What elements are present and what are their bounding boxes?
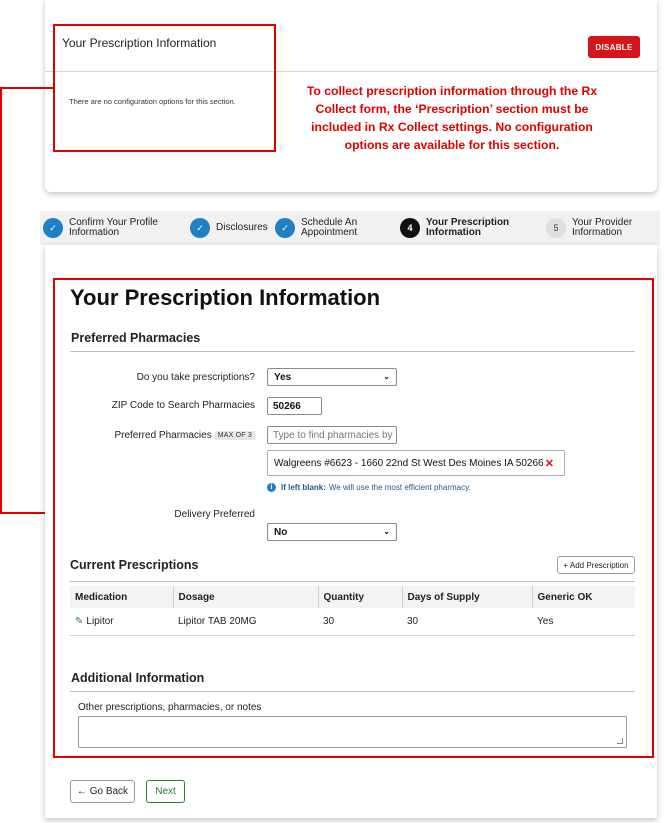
days-supply-cell: 30 — [402, 608, 532, 635]
medication-cell — [70, 608, 173, 635]
check-icon: ✓ — [190, 218, 210, 238]
go-back-button[interactable]: ← Go Back — [70, 780, 135, 803]
step-label: Your Provider — [572, 216, 633, 228]
zip-code-input[interactable]: 50266 — [267, 397, 322, 415]
check-icon: ✓ — [275, 218, 295, 238]
quantity-cell: 30 — [318, 608, 402, 635]
column-header: Dosage — [173, 586, 318, 608]
step-confirm-profile[interactable] — [43, 211, 158, 245]
resize-grip-icon[interactable] — [617, 738, 625, 746]
step-label: Your Prescription — [426, 216, 510, 228]
medication-name: Lipitor — [86, 615, 114, 627]
delivery-preferred-select[interactable] — [267, 523, 397, 541]
column-header: Medication — [70, 586, 173, 608]
delivery-preferred-label: Delivery Preferred — [174, 509, 255, 520]
take-prescriptions-select[interactable] — [267, 368, 397, 386]
step-label: Schedule An — [301, 216, 358, 228]
take-prescriptions-label: Do you take prescriptions? — [136, 372, 255, 383]
current-prescriptions-heading: Current Prescriptions — [70, 558, 199, 572]
step-label: Confirm Your Profile — [69, 216, 158, 228]
hint-text: We will use the most efficient pharmacy. — [328, 483, 471, 492]
selected-pharmacy-chip — [267, 450, 565, 476]
connector-line-top — [0, 87, 54, 89]
selected-pharmacy-text: Walgreens #6623 - 1660 22nd St West Des Moines IA 50266 — [274, 457, 544, 469]
table-row — [70, 608, 635, 635]
select-value: Yes — [274, 371, 292, 383]
step-label: Appointment — [301, 227, 358, 238]
column-header: Days of Supply — [402, 586, 532, 608]
step-label: Information — [69, 227, 120, 238]
step-number: 5 — [546, 218, 566, 238]
step-provider-information[interactable] — [546, 211, 632, 245]
step-prescription-information[interactable] — [400, 211, 509, 245]
page-title: Your Prescription Information — [70, 285, 381, 310]
step-label: Information — [572, 227, 623, 238]
config-card-title: Your Prescription Information — [62, 36, 217, 50]
max-badge: MAX OF 3 — [215, 431, 255, 440]
check-icon: ✓ — [43, 218, 63, 238]
step-schedule-appointment[interactable] — [275, 211, 357, 245]
select-value: No — [274, 526, 288, 538]
hint-bold: If left blank: — [281, 483, 326, 492]
notes-textarea[interactable] — [78, 716, 627, 748]
pharmacy-hint — [267, 483, 471, 492]
highlight-box-config — [53, 24, 276, 152]
annotation-note: To collect prescription information through the Rx Collect form, the ‘Prescription’ section must be included in Rx Collect settings. No configuration options are available for this section. — [306, 84, 598, 152]
divider — [70, 351, 635, 352]
preferred-pharmacies-label-text: Preferred Pharmacies — [114, 430, 212, 441]
zip-code-label: ZIP Code to Search Pharmacies — [111, 400, 255, 411]
step-disclosures[interactable] — [190, 211, 268, 245]
next-button[interactable]: Next — [146, 780, 185, 803]
progress-stepper — [40, 211, 660, 245]
disable-button[interactable]: DISABLE — [588, 36, 640, 58]
dosage-cell: Lipitor TAB 20MG — [173, 608, 318, 635]
info-icon: i — [267, 483, 276, 492]
edit-pencil-icon[interactable]: ✎ — [75, 615, 84, 627]
generic-ok-cell: Yes — [532, 608, 635, 635]
chevron-down-icon: ⌄ — [383, 372, 390, 381]
additional-information-heading: Additional Information — [71, 671, 205, 685]
add-prescription-button[interactable]: + Add Prescription — [557, 556, 635, 574]
step-label: Information — [426, 227, 481, 238]
no-config-options-text: There are no configuration options for this section. — [69, 97, 236, 106]
column-header: Quantity — [318, 586, 402, 608]
connector-line-vertical — [0, 87, 2, 514]
divider — [70, 581, 635, 582]
prescriptions-table — [70, 586, 635, 636]
step-number: 4 — [400, 218, 420, 238]
notes-label: Other prescriptions, pharmacies, or notes — [78, 702, 262, 713]
table-header-row — [70, 586, 635, 608]
column-header: Generic OK — [532, 586, 635, 608]
preferred-pharmacies-label — [60, 430, 255, 441]
preferred-pharmacies-heading: Preferred Pharmacies — [71, 331, 201, 345]
divider — [70, 691, 635, 692]
remove-pharmacy-icon[interactable]: ✕ — [544, 458, 554, 470]
step-label: Disclosures — [216, 221, 268, 233]
pharmacy-search-input[interactable]: Type to find pharmacies by — [267, 426, 397, 444]
chevron-down-icon: ⌄ — [383, 527, 390, 536]
